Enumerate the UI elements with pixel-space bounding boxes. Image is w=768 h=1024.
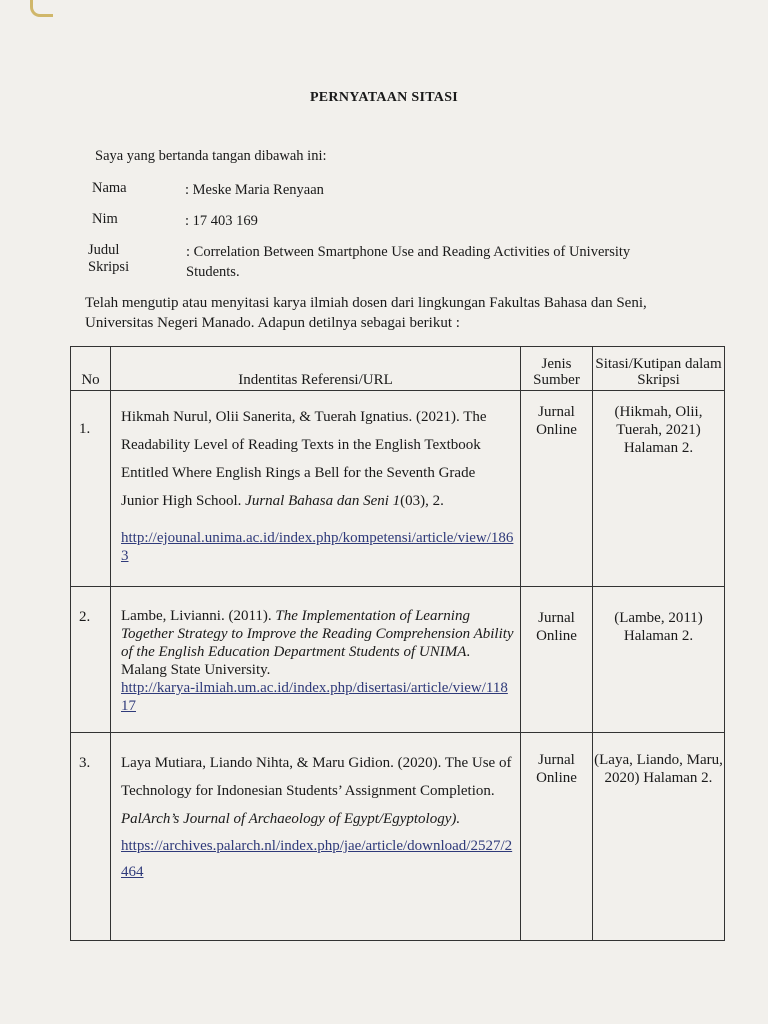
reference-text (121, 403, 514, 515)
jenis-sumber-cell: Jurnal Online (521, 391, 593, 587)
field-judul-value: : Correlation Between Smartphone Use and Reading Activities of University Students. (186, 244, 631, 280)
row-number: 3. (71, 733, 111, 941)
reference-tail: (03), 2. (400, 493, 444, 509)
field-judul-label: Judul Skripsi (88, 242, 130, 275)
reference-url-link[interactable]: http://karya-ilmiah.um.ac.id/index.php/disertasi/article/view/11817 (121, 680, 508, 714)
reference-text (121, 607, 514, 679)
jenis-sumber-cell: Jurnal Online (521, 587, 593, 733)
row-number: 2. (71, 587, 111, 733)
reference-title: The Implementation of Learning Together Strategy to Improve the Reading Comprehension Ability of the English Education Department Students of UNIMA (121, 608, 514, 660)
reference-citation: Lambe, Livianni. (2011). (121, 608, 272, 624)
field-nama-label: Nama (92, 180, 127, 196)
field-nim-value: : 17 403 169 (185, 213, 258, 229)
paper-mark (30, 0, 53, 17)
sitasi-cell: (Hikmah, Olii, Tuerah, 2021) Halaman 2. (593, 391, 725, 587)
statement-paragraph: Telah mengutip atau menyitasi karya ilmiah dosen dari lingkungan Fakultas Bahasa dan Seni, Universitas Negeri Manado. Adapun detilnya sebagai berikut : (85, 295, 647, 331)
table-row (71, 391, 725, 587)
page-title: PERNYATAAN SITASI (309, 90, 459, 105)
sitasi-cell: (Lambe, 2011) Halaman 2. (593, 587, 725, 733)
header-sitasi: Sitasi/Kutipan dalam Skripsi (593, 347, 725, 391)
field-nim-label: Nim (92, 211, 118, 227)
intro-text: Saya yang bertanda tangan dibawah ini: (95, 148, 327, 164)
reference-tail: . Malang State University. (121, 644, 471, 678)
reference-citation: Hikmah Nurul, Olii Sanerita, & Tuerah Ignatius. (2021). The Readability Level of Reading Texts in the English Textbook Entitled Where English Rings a Bell for the Seventh Grade Junior High School. (121, 409, 487, 509)
reference-text (121, 749, 514, 833)
reference-cell (111, 733, 521, 941)
jenis-sumber-cell: Jurnal Online (521, 733, 593, 941)
header-reference: Indentitas Referensi/URL (111, 347, 521, 391)
table-header-row (71, 347, 725, 391)
reference-citation: Laya Mutiara, Liando Nihta, & Maru Gidion. (2020). The Use of Technology for Indonesian Students’ Assignment Completion. (121, 755, 512, 799)
field-nama-value: : Meske Maria Renyaan (185, 182, 324, 198)
sitasi-cell: (Laya, Liando, Maru, 2020) Halaman 2. (593, 733, 725, 941)
table-row (71, 733, 725, 941)
reference-table (70, 346, 725, 941)
reference-journal: Jurnal Bahasa dan Seni 1 (245, 493, 401, 509)
reference-url-link[interactable]: https://archives.palarch.nl/index.php/jae/article/download/2527/2464 (121, 838, 513, 880)
header-jenis-sumber: Jenis Sumber (521, 347, 593, 391)
table-row (71, 587, 725, 733)
header-no: No (71, 347, 111, 391)
row-number: 1. (71, 391, 111, 587)
reference-url-link[interactable]: http://ejounal.unima.ac.id/index.php/kompetensi/article/view/1863 (121, 530, 514, 564)
reference-cell (111, 587, 521, 733)
reference-journal: PalArch’s Journal of Archaeology of Egypt/Egyptology). (121, 811, 461, 827)
reference-cell (111, 391, 521, 587)
